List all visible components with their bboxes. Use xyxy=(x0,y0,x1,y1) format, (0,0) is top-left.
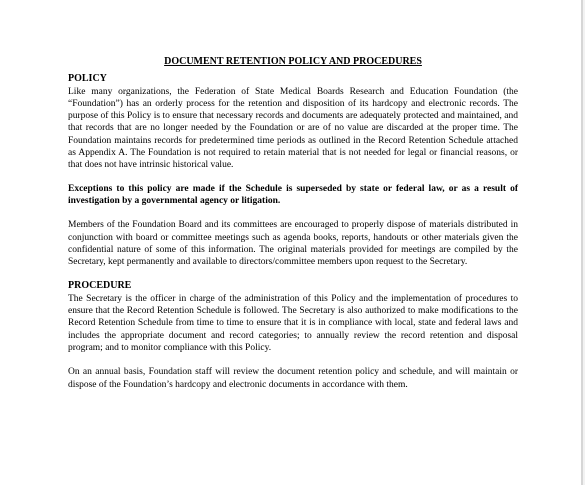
document-body xyxy=(68,56,518,391)
exceptions-paragraph: Exceptions to this policy are made if the Schedule is superseded by state or federal law, or as a result of investigation by a governmental agency or litigation. xyxy=(68,183,518,206)
procedure-paragraph: The Secretary is the officer in charge of the administration of this Policy and the implementation of procedures to ensure that the Record Retention Schedule is followed. The Secretary is also authorized to make modifications to the Record Retention Schedule from time to time to ensure that it is in compliance with local, state and federal laws and includes the appropriate document and record categories; to annually review the record retention and disposal program; and to monitor compliance with this Policy. xyxy=(68,293,518,353)
policy-heading: POLICY xyxy=(68,73,107,85)
document-title: DOCUMENT RETENTION POLICY AND PROCEDURES xyxy=(164,56,422,67)
procedure-heading: PROCEDURE xyxy=(68,280,132,292)
annual-review-paragraph: On an annual basis, Foundation staff will review the document retention policy and schedule, and will maintain or dispose of the Foundation’s hardcopy and electronic documents in accordance with them. xyxy=(68,367,518,390)
board-paragraph: Members of the Foundation Board and its committees are encouraged to properly dispose of materials distributed in conjunction with board or committee meetings such as agenda books, reports, handouts or other materials given the confidential nature of some of this information. The original materials provided for meetings are compiled by the Secretary, kept permanently and available to directors/committee members upon request to the Secretary. xyxy=(68,220,518,268)
policy-paragraph: Like many organizations, the Federation of State Medical Boards Research and Education Foundation (the “Foundation”) has an orderly process for the retention and disposition of its hardcopy and electronic records. The purpose of this Policy is to ensure that necessary records and documents are adequately protected and maintained, and that records that are no longer needed by the Foundation or are of no value are discarded at the proper time. The Foundation maintains records for predetermined time periods as outlined in the Record Retention Schedule attached as Appendix A. The Foundation is not required to retain material that is not needed for legal or financial reasons, or that does not have intrinsic historical value. xyxy=(68,86,518,171)
